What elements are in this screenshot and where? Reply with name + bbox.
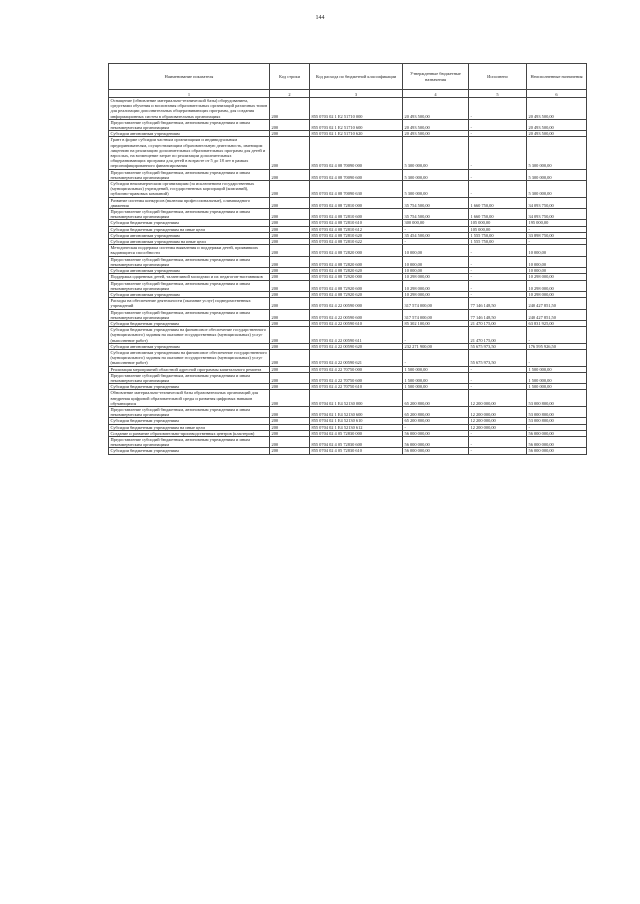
row-unexecuted-amount: 33 898 750,00 xyxy=(527,232,587,238)
row-executed-amount: - xyxy=(469,181,527,198)
row-indicator-name: Субсидии автономным учреждениям xyxy=(109,291,270,297)
row-line-code: 200 xyxy=(270,232,310,238)
row-unexecuted-amount: 63 831 925,00 xyxy=(527,320,587,326)
row-line-code: 200 xyxy=(270,424,310,430)
row-indicator-name: Предоставление субсидий бюджетным, автономным учреждениям и иным некоммерческим организациям xyxy=(109,309,270,320)
row-unexecuted-amount: 1 500 000,00 xyxy=(527,366,587,372)
row-budget-code: 855 0703 02 4 08 70090 000 xyxy=(310,137,403,169)
row-executed-amount: - xyxy=(469,256,527,267)
column-number-row xyxy=(109,90,587,98)
row-line-code: 200 xyxy=(270,430,310,436)
row-unexecuted-amount: 240 427 851,50 xyxy=(527,309,587,320)
column-number: 1 xyxy=(109,90,270,98)
row-budget-code: 855 0704 02 1 E4 52130 000 xyxy=(310,390,403,407)
row-line-code: 200 xyxy=(270,349,310,366)
budget-execution-table xyxy=(108,63,587,455)
row-approved-amount: 5 300 000,00 xyxy=(403,181,469,198)
row-line-code: 200 xyxy=(270,226,310,232)
table-row xyxy=(109,372,587,383)
table-row xyxy=(109,390,587,407)
row-line-code: 200 xyxy=(270,209,310,220)
row-budget-code: 855 0703 02 4 22 00590 620 xyxy=(310,343,403,349)
row-unexecuted-amount: - xyxy=(527,226,587,232)
row-executed-amount: 1 555 750,00 xyxy=(469,232,527,238)
row-indicator-name: Субсидии автономным учреждениям на финансовое обеспечение государственного (муниципального) задания на оказание государственных (муниципальных) услуг (выполнение работ) xyxy=(109,349,270,366)
row-indicator-name: Субсидии бюджетным учреждениям xyxy=(109,320,270,326)
row-approved-amount: - xyxy=(403,327,469,344)
row-approved-amount: 20 493 500,00 xyxy=(403,119,469,130)
row-approved-amount: 10 298 000,00 xyxy=(403,274,469,280)
row-line-code: 200 xyxy=(270,384,310,390)
row-indicator-name: Предоставление субсидий бюджетным, автономным учреждениям и иным некоммерческим организациям xyxy=(109,169,270,180)
row-approved-amount: 1 500 000,00 xyxy=(403,372,469,383)
row-indicator-name: Субсидии автономным учреждениям на иные цели xyxy=(109,239,270,245)
row-unexecuted-amount: 10 000,00 xyxy=(527,256,587,267)
row-unexecuted-amount: 34 093 750,00 xyxy=(527,209,587,220)
row-indicator-name: Субсидии автономным учреждениям xyxy=(109,131,270,137)
row-line-code: 200 xyxy=(270,309,310,320)
row-unexecuted-amount: - xyxy=(527,424,587,430)
table-row xyxy=(109,448,587,454)
row-line-code: 200 xyxy=(270,320,310,326)
row-line-code: 200 xyxy=(270,406,310,417)
row-indicator-name: Предоставление субсидий бюджетным, автономным учреждениям и иным некоммерческим организациям xyxy=(109,372,270,383)
row-executed-amount: 55 675 973,50 xyxy=(469,349,527,366)
row-budget-code: 855 0703 02 4 08 72810 610 xyxy=(310,220,403,226)
row-budget-code: 855 0703 02 4 22 00590 611 xyxy=(310,327,403,344)
row-budget-code: 855 0703 02 4 08 70090 630 xyxy=(310,181,403,198)
row-executed-amount: 105 000,00 xyxy=(469,220,527,226)
row-approved-amount: 317 574 000,00 xyxy=(403,309,469,320)
row-indicator-name: Субсидии бюджетным учреждениям xyxy=(109,384,270,390)
row-approved-amount: 20 493 500,00 xyxy=(403,131,469,137)
row-indicator-name: Субсидии автономным учреждениям xyxy=(109,268,270,274)
row-unexecuted-amount: 56 000 000,00 xyxy=(527,430,587,436)
row-line-code: 200 xyxy=(270,418,310,424)
row-approved-amount: 10 298 000,00 xyxy=(403,291,469,297)
row-unexecuted-amount: 5 300 000,00 xyxy=(527,169,587,180)
row-indicator-name: Предоставление субсидий бюджетным, автономным учреждениям и иным некоммерческим организациям xyxy=(109,209,270,220)
row-line-code: 200 xyxy=(270,181,310,198)
column-number: 4 xyxy=(403,90,469,98)
row-line-code: 200 xyxy=(270,169,310,180)
row-budget-code: 855 0703 02 4 22 00590 610 xyxy=(310,320,403,326)
table-row xyxy=(109,298,587,309)
row-executed-amount: 21 470 175,00 xyxy=(469,320,527,326)
column-number: 3 xyxy=(310,90,403,98)
header-budget-code: Код расхода по бюджетной классификации xyxy=(310,64,403,90)
row-executed-amount: - xyxy=(469,448,527,454)
row-budget-code: 855 0703 02 1 E2 51710 600 xyxy=(310,119,403,130)
row-approved-amount: 20 493 500,00 xyxy=(403,98,469,120)
row-budget-code: 855 0703 02 4 22 00590 621 xyxy=(310,349,403,366)
row-line-code: 200 xyxy=(270,197,310,208)
page-number: 144 xyxy=(315,15,325,21)
row-budget-code: 855 0703 02 4 08 72810 622 xyxy=(310,239,403,245)
row-unexecuted-amount: 56 000 000,00 xyxy=(527,436,587,447)
row-unexecuted-amount: 5 300 000,00 xyxy=(527,181,587,198)
row-line-code: 200 xyxy=(270,239,310,245)
row-executed-amount: - xyxy=(469,131,527,137)
row-approved-amount: 317 574 000,00 xyxy=(403,298,469,309)
row-unexecuted-amount: 53 000 800,00 xyxy=(527,418,587,424)
row-indicator-name: Субсидии автономным учреждениям xyxy=(109,232,270,238)
row-executed-amount: 12 200 000,00 xyxy=(469,424,527,430)
row-approved-amount: 85 302 100,00 xyxy=(403,320,469,326)
header-executed: Исполнено xyxy=(469,64,527,90)
row-executed-amount: 12 200 000,00 xyxy=(469,406,527,417)
header-indicator-name: Наименование показателя xyxy=(109,64,270,90)
row-line-code: 200 xyxy=(270,298,310,309)
row-budget-code: 855 0703 02 4 22 00590 600 xyxy=(310,309,403,320)
row-indicator-name: Субсидии бюджетным учреждениям на иные цели xyxy=(109,424,270,430)
row-unexecuted-amount: 176 595 926,50 xyxy=(527,343,587,349)
row-unexecuted-amount: 53 000 800,00 xyxy=(527,406,587,417)
row-budget-code: 855 0703 02 4 08 72920 000 xyxy=(310,274,403,280)
table-row xyxy=(109,349,587,366)
row-approved-amount: - xyxy=(403,424,469,430)
row-executed-amount: - xyxy=(469,384,527,390)
row-approved-amount: - xyxy=(403,239,469,245)
row-executed-amount: - xyxy=(469,280,527,291)
row-indicator-name: Оснащение (обновление материально-технической базы) оборудованием, средствами обучения и воспитания образовательных организаций различных типов для реализации дополнительных общеразвивающих программ, для создания информационных систем в образовательных организациях xyxy=(109,98,270,120)
row-budget-code: 855 0703 02 4 22 70750 000 xyxy=(310,366,403,372)
table-body xyxy=(109,98,587,455)
row-line-code: 200 xyxy=(270,119,310,130)
row-approved-amount: 56 000 000,00 xyxy=(403,436,469,447)
row-budget-code: 855 0703 02 4 08 70090 600 xyxy=(310,169,403,180)
table-row xyxy=(109,209,587,220)
row-executed-amount: 77 146 148,50 xyxy=(469,298,527,309)
row-unexecuted-amount: - xyxy=(527,349,587,366)
row-unexecuted-amount: 10 298 000,00 xyxy=(527,280,587,291)
row-approved-amount: 65 200 800,00 xyxy=(403,418,469,424)
row-indicator-name: Предоставление субсидий бюджетным, автономным учреждениям и иным некоммерческим организациям xyxy=(109,436,270,447)
column-number: 5 xyxy=(469,90,527,98)
row-indicator-name: Субсидии бюджетным учреждениям на иные цели xyxy=(109,226,270,232)
row-budget-code: 855 0703 02 4 08 72920 620 xyxy=(310,291,403,297)
row-indicator-name: Субсидии некоммерческим организациям (за исключением государственных (муниципальных) учреждений, государственных корпораций (компаний), публично-правовых компаний) xyxy=(109,181,270,198)
row-unexecuted-amount: 20 493 500,00 xyxy=(527,131,587,137)
row-executed-amount: 21 470 175,00 xyxy=(469,327,527,344)
table-row xyxy=(109,309,587,320)
row-indicator-name: Предоставление субсидий бюджетным, автономным учреждениям и иным некоммерческим организациям xyxy=(109,406,270,417)
row-approved-amount: 232 271 900,00 xyxy=(403,343,469,349)
row-budget-code: 855 0703 02 4 08 72810 600 xyxy=(310,209,403,220)
table-row xyxy=(109,197,587,208)
row-indicator-name: Субсидии бюджетным учреждениям xyxy=(109,220,270,226)
row-line-code: 200 xyxy=(270,436,310,447)
table-header-row xyxy=(109,64,587,90)
row-approved-amount: 5 300 000,00 xyxy=(403,137,469,169)
row-indicator-name: Расходы на обеспечение деятельности (оказание услуг) подведомственных учреждений xyxy=(109,298,270,309)
row-unexecuted-amount: 56 000 000,00 xyxy=(527,448,587,454)
row-indicator-name: Методическая поддержка системы выявления и поддержки детей, проявивших выдающиеся способности xyxy=(109,245,270,256)
row-unexecuted-amount: 1 500 000,00 xyxy=(527,384,587,390)
row-approved-amount: 10 298 000,00 xyxy=(403,280,469,291)
table-row xyxy=(109,119,587,130)
row-line-code: 200 xyxy=(270,291,310,297)
row-budget-code: 855 0704 02 4 05 72830 000 xyxy=(310,430,403,436)
row-indicator-name: Предоставление субсидий бюджетным, автономным учреждениям и иным некоммерческим организациям xyxy=(109,256,270,267)
table-row xyxy=(109,406,587,417)
row-unexecuted-amount: 20 493 500,00 xyxy=(527,119,587,130)
row-executed-amount: - xyxy=(469,274,527,280)
row-executed-amount: - xyxy=(469,119,527,130)
table-row xyxy=(109,137,587,169)
header-line-code: Код строки xyxy=(270,64,310,90)
row-unexecuted-amount: 10 298 000,00 xyxy=(527,291,587,297)
row-budget-code: 855 0703 02 1 E2 51710 000 xyxy=(310,98,403,120)
row-budget-code: 855 0704 02 4 05 72830 610 xyxy=(310,448,403,454)
row-executed-amount: - xyxy=(469,137,527,169)
row-budget-code: 855 0703 02 4 08 72810 000 xyxy=(310,197,403,208)
row-approved-amount: - xyxy=(403,226,469,232)
row-line-code: 200 xyxy=(270,131,310,137)
row-unexecuted-amount: 34 093 750,00 xyxy=(527,197,587,208)
row-budget-code: 855 0704 02 1 E4 52130 610 xyxy=(310,418,403,424)
row-approved-amount: 35 754 500,00 xyxy=(403,209,469,220)
row-indicator-name: Поддержка одаренных детей, талантливой молодежи и их педагогов-наставников xyxy=(109,274,270,280)
row-indicator-name: Создание и развитие образовательно-производственных центров (кластеров) xyxy=(109,430,270,436)
row-executed-amount: - xyxy=(469,366,527,372)
table-row xyxy=(109,169,587,180)
row-budget-code: 855 0703 02 4 08 72820 000 xyxy=(310,245,403,256)
row-executed-amount: - xyxy=(469,245,527,256)
table-row xyxy=(109,98,587,120)
row-approved-amount: 35 454 500,00 xyxy=(403,232,469,238)
row-executed-amount: 1 555 750,00 xyxy=(469,239,527,245)
table-row xyxy=(109,245,587,256)
row-executed-amount: 55 675 973,50 xyxy=(469,343,527,349)
row-budget-code: 855 0703 02 1 E2 51710 620 xyxy=(310,131,403,137)
table-row xyxy=(109,181,587,198)
row-budget-code: 855 0703 02 4 08 72810 620 xyxy=(310,232,403,238)
row-indicator-name: Реализация мероприятий областной адресной программы капитального ремонта xyxy=(109,366,270,372)
row-budget-code: 855 0703 02 4 08 72810 612 xyxy=(310,226,403,232)
row-budget-code: 855 0704 02 1 E4 52130 600 xyxy=(310,406,403,417)
row-approved-amount: 56 000 000,00 xyxy=(403,448,469,454)
row-line-code: 200 xyxy=(270,98,310,120)
row-indicator-name: Предоставление субсидий бюджетным, автономным учреждениям и иным некоммерческим организациям xyxy=(109,280,270,291)
row-approved-amount: 10 000,00 xyxy=(403,268,469,274)
row-indicator-name: Субсидии бюджетным учреждениям xyxy=(109,448,270,454)
row-executed-amount: 12 200 000,00 xyxy=(469,418,527,424)
row-approved-amount: 10 000,00 xyxy=(403,245,469,256)
row-unexecuted-amount: 1 500 000,00 xyxy=(527,372,587,383)
row-executed-amount: - xyxy=(469,169,527,180)
row-executed-amount: - xyxy=(469,430,527,436)
row-approved-amount: 1 500 000,00 xyxy=(403,384,469,390)
row-line-code: 200 xyxy=(270,327,310,344)
row-unexecuted-amount: 10 000,00 xyxy=(527,268,587,274)
row-executed-amount: 12 200 000,00 xyxy=(469,390,527,407)
row-executed-amount: - xyxy=(469,268,527,274)
row-approved-amount: 65 200 800,00 xyxy=(403,390,469,407)
row-executed-amount: - xyxy=(469,372,527,383)
row-executed-amount: 1 660 750,00 xyxy=(469,197,527,208)
row-approved-amount: 35 754 500,00 xyxy=(403,197,469,208)
row-executed-amount: 105 000,00 xyxy=(469,226,527,232)
row-line-code: 200 xyxy=(270,448,310,454)
row-executed-amount: - xyxy=(469,436,527,447)
row-executed-amount: - xyxy=(469,291,527,297)
row-budget-code: 855 0704 02 4 05 72830 600 xyxy=(310,436,403,447)
header-approved: Утвержденные бюджетные назначения xyxy=(403,64,469,90)
column-number: 6 xyxy=(527,90,587,98)
header-unexecuted: Неисполненные назначения xyxy=(527,64,587,90)
row-indicator-name: Развитие системы конкурсов (включая профессиональные), олимпиадного движения xyxy=(109,197,270,208)
row-approved-amount: 300 000,00 xyxy=(403,220,469,226)
row-executed-amount: - xyxy=(469,98,527,120)
row-unexecuted-amount: 240 427 851,50 xyxy=(527,298,587,309)
row-unexecuted-amount: 10 298 000,00 xyxy=(527,274,587,280)
row-unexecuted-amount: 5 300 000,00 xyxy=(527,137,587,169)
row-approved-amount: 56 000 000,00 xyxy=(403,430,469,436)
table-row xyxy=(109,256,587,267)
row-indicator-name: Субсидии автономным учреждениям xyxy=(109,343,270,349)
table-row xyxy=(109,436,587,447)
row-line-code: 200 xyxy=(270,245,310,256)
column-number: 2 xyxy=(270,90,310,98)
row-line-code: 200 xyxy=(270,343,310,349)
row-indicator-name: Предоставление субсидий бюджетным, автономным учреждениям и иным некоммерческим организациям xyxy=(109,119,270,130)
row-approved-amount: 10 000,00 xyxy=(403,256,469,267)
row-line-code: 200 xyxy=(270,390,310,407)
row-indicator-name: Субсидии бюджетным учреждениям на финансовое обеспечение государственного (муниципального) задания на оказание государственных (муниципальных) услуг (выполнение работ) xyxy=(109,327,270,344)
row-approved-amount: - xyxy=(403,349,469,366)
row-budget-code: 855 0703 02 4 22 00590 000 xyxy=(310,298,403,309)
row-executed-amount: 1 660 750,00 xyxy=(469,209,527,220)
row-approved-amount: 1 500 000,00 xyxy=(403,366,469,372)
row-budget-code: 855 0703 02 4 08 72920 600 xyxy=(310,280,403,291)
row-line-code: 200 xyxy=(270,137,310,169)
row-budget-code: 855 0703 02 4 22 70750 600 xyxy=(310,372,403,383)
row-unexecuted-amount: - xyxy=(527,239,587,245)
row-budget-code: 855 0703 02 4 08 72820 620 xyxy=(310,268,403,274)
row-budget-code: 855 0704 02 1 E4 52130 612 xyxy=(310,424,403,430)
row-line-code: 200 xyxy=(270,268,310,274)
row-budget-code: 855 0703 02 4 08 72820 600 xyxy=(310,256,403,267)
row-indicator-name: Грант в форме субсидии частным организациям и индивидуальным предпринимателям, осуществляющим образовательную деятельность, имеющим лицензию на реализацию дополнительных образовательных программ для детей и взрослых, на возмещение затрат по реализации дополнительных общеразвивающих программ для детей в возрасте от 5 до 18 лет в рамках персонифицированного финансирования xyxy=(109,137,270,169)
row-unexecuted-amount: 10 000,00 xyxy=(527,245,587,256)
row-executed-amount: 77 146 148,50 xyxy=(469,309,527,320)
row-unexecuted-amount: 53 000 800,00 xyxy=(527,390,587,407)
row-unexecuted-amount: 20 493 500,00 xyxy=(527,98,587,120)
row-line-code: 200 xyxy=(270,256,310,267)
row-budget-code: 855 0703 02 4 22 70750 610 xyxy=(310,384,403,390)
row-indicator-name: Обновление материально-технической базы образовательных организаций для внедрения цифровой образовательной среды и развития цифровых навыков обучающихся xyxy=(109,390,270,407)
row-line-code: 200 xyxy=(270,220,310,226)
table-row xyxy=(109,280,587,291)
row-approved-amount: 65 200 800,00 xyxy=(403,406,469,417)
row-line-code: 200 xyxy=(270,372,310,383)
row-line-code: 200 xyxy=(270,280,310,291)
table-row xyxy=(109,327,587,344)
row-indicator-name: Субсидии бюджетным учреждениям xyxy=(109,418,270,424)
row-unexecuted-amount: - xyxy=(527,327,587,344)
row-approved-amount: 5 300 000,00 xyxy=(403,169,469,180)
row-line-code: 200 xyxy=(270,366,310,372)
row-unexecuted-amount: 195 000,00 xyxy=(527,220,587,226)
row-line-code: 200 xyxy=(270,274,310,280)
